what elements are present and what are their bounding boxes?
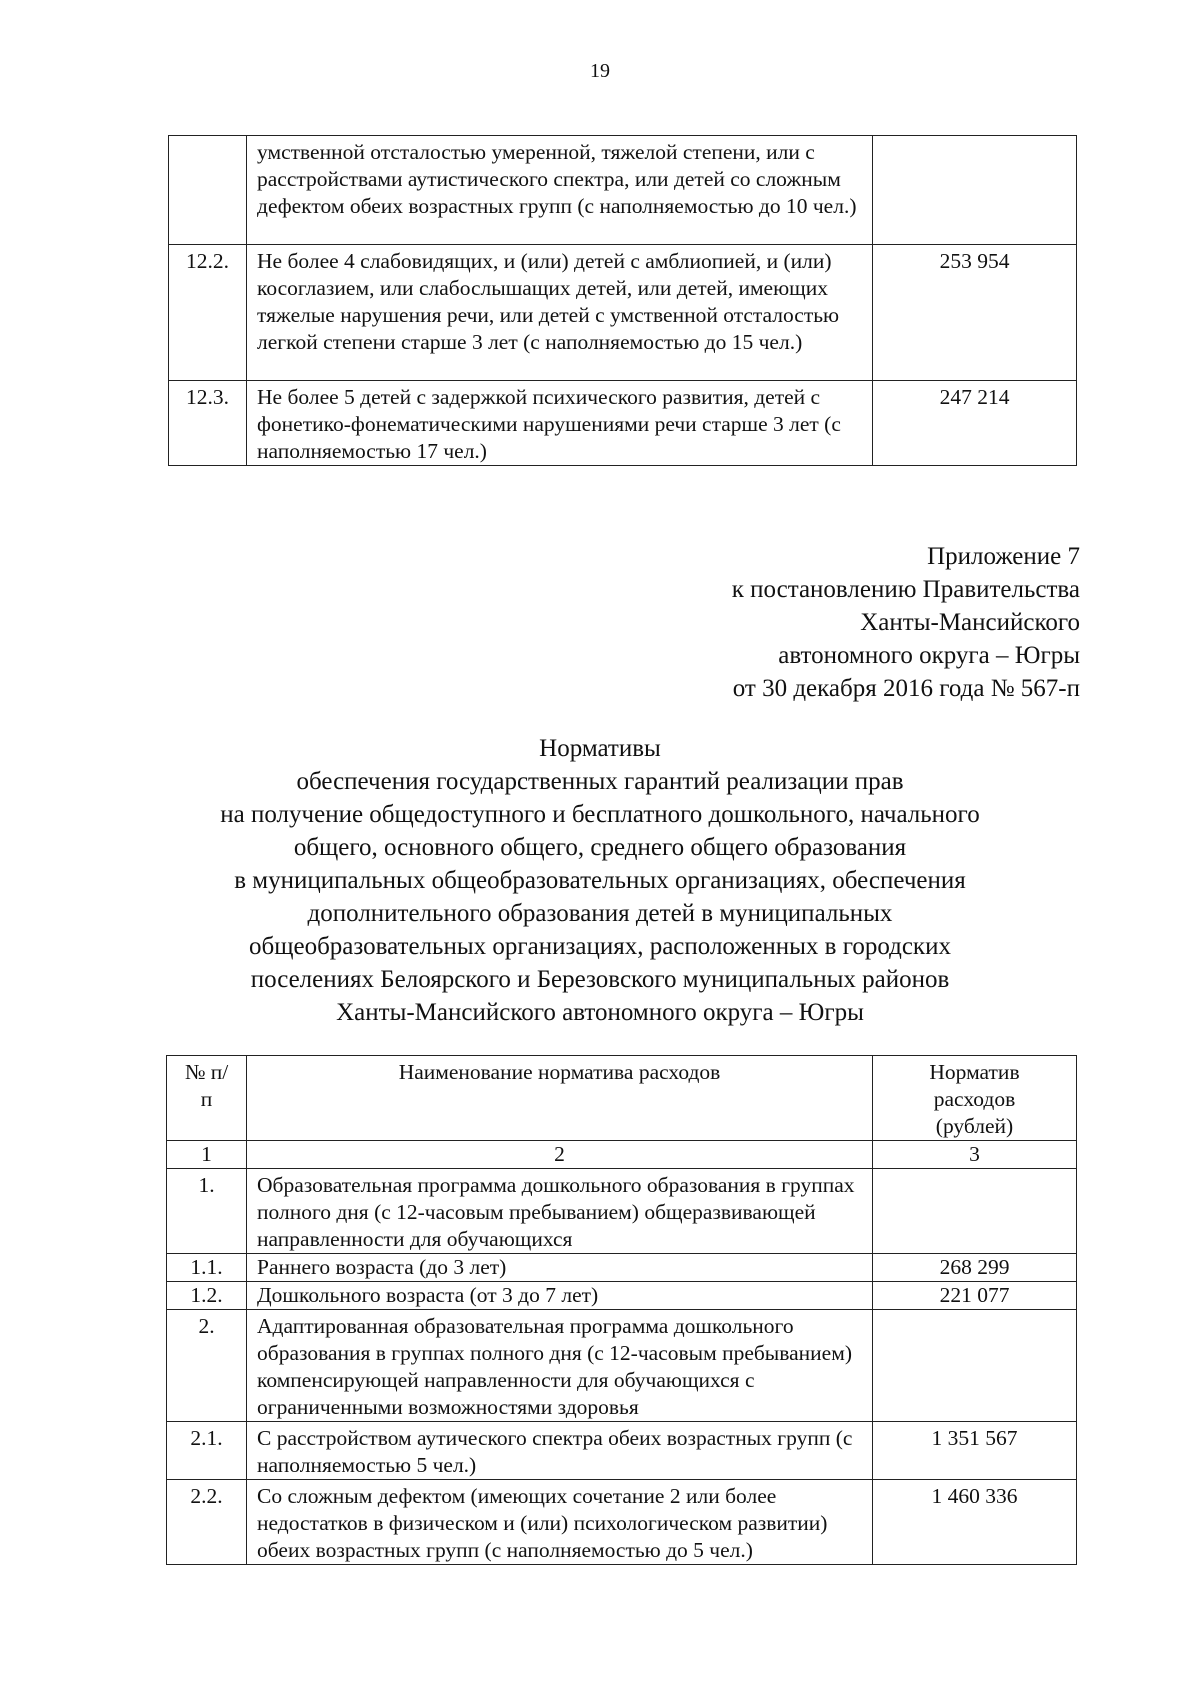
table-row xyxy=(167,1422,1077,1480)
table-row xyxy=(167,1480,1077,1565)
appendix-line: автономного округа – Югры xyxy=(778,642,1080,669)
table-row xyxy=(167,1254,1077,1282)
row-number: 2.2. xyxy=(167,1480,247,1565)
row-value: 247 214 xyxy=(873,381,1077,466)
row-name: С расстройством аутического спектра обеих возрастных групп (с наполняемостью 5 чел.) xyxy=(247,1422,873,1480)
table-row xyxy=(169,245,1077,381)
title-line: Ханты-Мансийского автономного округа – Югры xyxy=(336,999,864,1026)
title-line: поселениях Белоярского и Березовского муниципальных районов xyxy=(250,966,950,993)
row-name: Не более 4 слабовидящих, и (или) детей с амблиопией, и (или) косоглазием, или слабослышащих детей, или детей, имеющих тяжелые нарушения речи, или детей с умственной отсталостью легкой степени старше 3 лет (с наполняемостью до 15 чел.) xyxy=(247,245,873,381)
row-number: 12.3. xyxy=(169,381,247,466)
appendix-reference xyxy=(520,540,1080,705)
row-number: 2. xyxy=(167,1310,247,1422)
row-name: Не более 5 детей с задержкой психического развития, детей с фонетико-фонематическими нарушениями речи старше 3 лет (с наполняемостью 17 чел.) xyxy=(247,381,873,466)
column-number-row xyxy=(167,1141,1077,1169)
row-number: 1.1. xyxy=(167,1254,247,1282)
row-value xyxy=(873,136,1077,245)
header-name: Наименование норматива расходов xyxy=(247,1056,873,1141)
table-row xyxy=(169,136,1077,245)
appendix-line: от 30 декабря 2016 года № 567-п xyxy=(732,675,1080,702)
row-name: Со сложным дефектом (имеющих сочетание 2 или более недостатков в физическом и (или) психологическом развитии) обеих возрастных групп (с наполняемостью до 5 чел.) xyxy=(247,1480,873,1565)
row-number xyxy=(169,136,247,245)
row-name: умственной отсталостью умеренной, тяжелой степени, или с расстройствами аутистического спектра, или детей со сложным дефектом обеих возрастных групп (с наполняемостью до 10 чел.) xyxy=(247,136,873,245)
continued-table xyxy=(168,135,1077,466)
row-name: Раннего возраста (до 3 лет) xyxy=(247,1254,873,1282)
row-name: Дошкольного возраста (от 3 до 7 лет) xyxy=(247,1282,873,1310)
row-name: Адаптированная образовательная программа дошкольного образования в группах полного дня (с 12-часовым пребыванием) компенсирующей направленности для обучающихся с ограниченными возможностями здоровья xyxy=(247,1310,873,1422)
norms-table xyxy=(166,1055,1077,1565)
row-value: 253 954 xyxy=(873,245,1077,381)
title-line: общего, основного общего, среднего общего образования xyxy=(293,834,907,861)
row-name: Образовательная программа дошкольного образования в группах полного дня (с 12-часовым пребыванием) общеразвивающей направленности для обучающихся xyxy=(247,1169,873,1254)
title-line: в муниципальных общеобразовательных организациях, обеспечения xyxy=(234,867,966,894)
page-number: 19 xyxy=(590,60,610,82)
title-line: общеобразовательных организациях, расположенных в городских xyxy=(249,933,951,960)
row-number: 2.1. xyxy=(167,1422,247,1480)
table-row xyxy=(167,1169,1077,1254)
title-line: на получение общедоступного и бесплатного дошкольного, начального xyxy=(220,801,980,828)
table-row xyxy=(167,1282,1077,1310)
row-value: 1 460 336 xyxy=(873,1480,1077,1565)
table-row xyxy=(169,381,1077,466)
column-number: 1 xyxy=(167,1141,247,1169)
row-number: 12.2. xyxy=(169,245,247,381)
row-number: 1. xyxy=(167,1169,247,1254)
row-value xyxy=(873,1310,1077,1422)
column-number: 3 xyxy=(873,1141,1077,1169)
row-number: 1.2. xyxy=(167,1282,247,1310)
title-heading: Нормативы xyxy=(539,735,661,762)
table-row xyxy=(167,1310,1077,1422)
header-number: № п/п xyxy=(167,1056,247,1141)
header-value: Норматив расходов (рублей) xyxy=(873,1056,1077,1141)
appendix-line: Приложение 7 xyxy=(927,543,1080,570)
row-value: 1 351 567 xyxy=(873,1422,1077,1480)
title-line: дополнительного образования детей в муниципальных xyxy=(307,900,893,927)
appendix-line: Ханты-Мансийского xyxy=(860,609,1080,636)
appendix-line: к постановлению Правительства xyxy=(731,576,1080,603)
row-value: 268 299 xyxy=(873,1254,1077,1282)
row-value xyxy=(873,1169,1077,1254)
row-value: 221 077 xyxy=(873,1282,1077,1310)
column-number: 2 xyxy=(247,1141,873,1169)
document-title xyxy=(140,732,1060,1029)
table-header-row xyxy=(167,1056,1077,1141)
title-line: обеспечения государственных гарантий реализации прав xyxy=(296,768,904,795)
